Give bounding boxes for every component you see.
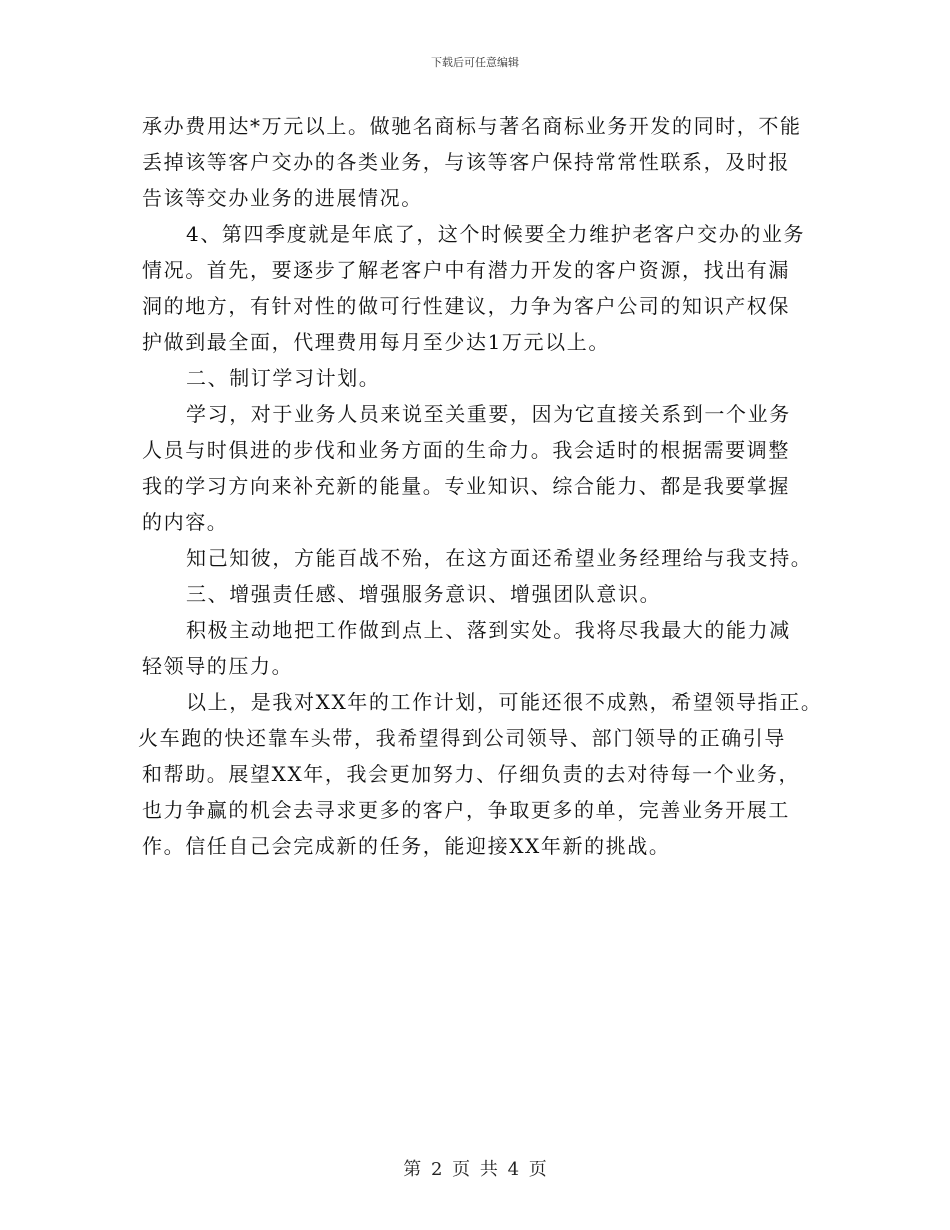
text-line: 也力争赢的机会去寻求更多的客户，争取更多的单，完善业务开展工 — [142, 798, 790, 822]
text-line: 丢掉该等客户交办的各类业务，与该等客户保持常常性联系，及时报 — [142, 150, 790, 174]
page-footer: 第 2 页 共 4 页 — [403, 1159, 547, 1180]
text-line: 二、制订学习计划。 — [186, 366, 381, 390]
text-line: 积极主动地把工作做到点上、落到实处。我将尽我最大的能力减 — [186, 618, 791, 642]
text-line: 和帮助。展望XX年，我会更加努力、仔细负责的去对待每一个业务， — [142, 762, 801, 786]
text-line: 以上，是我对XX年的工作计划，可能还很不成熟，希望领导指正。 — [186, 690, 823, 714]
text-line: 人员与时俱进的步伐和业务方面的生命力。我会适时的根据需要调整 — [142, 438, 790, 462]
text-line: 承办费用达*万元以上。做驰名商标与著名商标业务开发的同时，不能 — [142, 114, 802, 138]
text-line: 我的学习方向来补充新的能量。专业知识、综合能力、都是我要掌握 — [142, 474, 790, 498]
text-line: 情况。首先，要逐步了解老客户中有潜力开发的客户资源，找出有漏 — [142, 258, 790, 282]
text-line: 洞的地方，有针对性的做可行性建议，力争为客户公司的知识产权保 — [142, 294, 790, 318]
text-line: 告该等交办业务的进展情况。 — [142, 186, 423, 210]
text-line: 护做到最全面，代理费用每月至少达1万元以上。 — [142, 330, 610, 354]
document-body — [138, 108, 823, 864]
text-line: 知己知彼，方能百战不殆，在这方面还希望业务经理给与我支持。 — [186, 546, 813, 570]
text-line: 学习，对于业务人员来说至关重要，因为它直接关系到一个业务 — [186, 402, 791, 426]
text-line: 作。信任自己会完成新的任务，能迎接XX年新的挑战。 — [142, 834, 671, 858]
page-header: 下载后可任意编辑 — [431, 56, 519, 69]
text-line: 轻领导的压力。 — [142, 654, 294, 678]
text-line: 火车跑的快还靠车头带，我希望得到公司领导、部门领导的正确引导 — [138, 726, 786, 750]
text-line: 的内容。 — [142, 510, 229, 534]
text-line: 三、增强责任感、增强服务意识、增强团队意识。 — [186, 582, 662, 606]
text-line: 4、第四季度就是年底了，这个时候要全力维护老客户交办的业务 — [186, 222, 806, 246]
